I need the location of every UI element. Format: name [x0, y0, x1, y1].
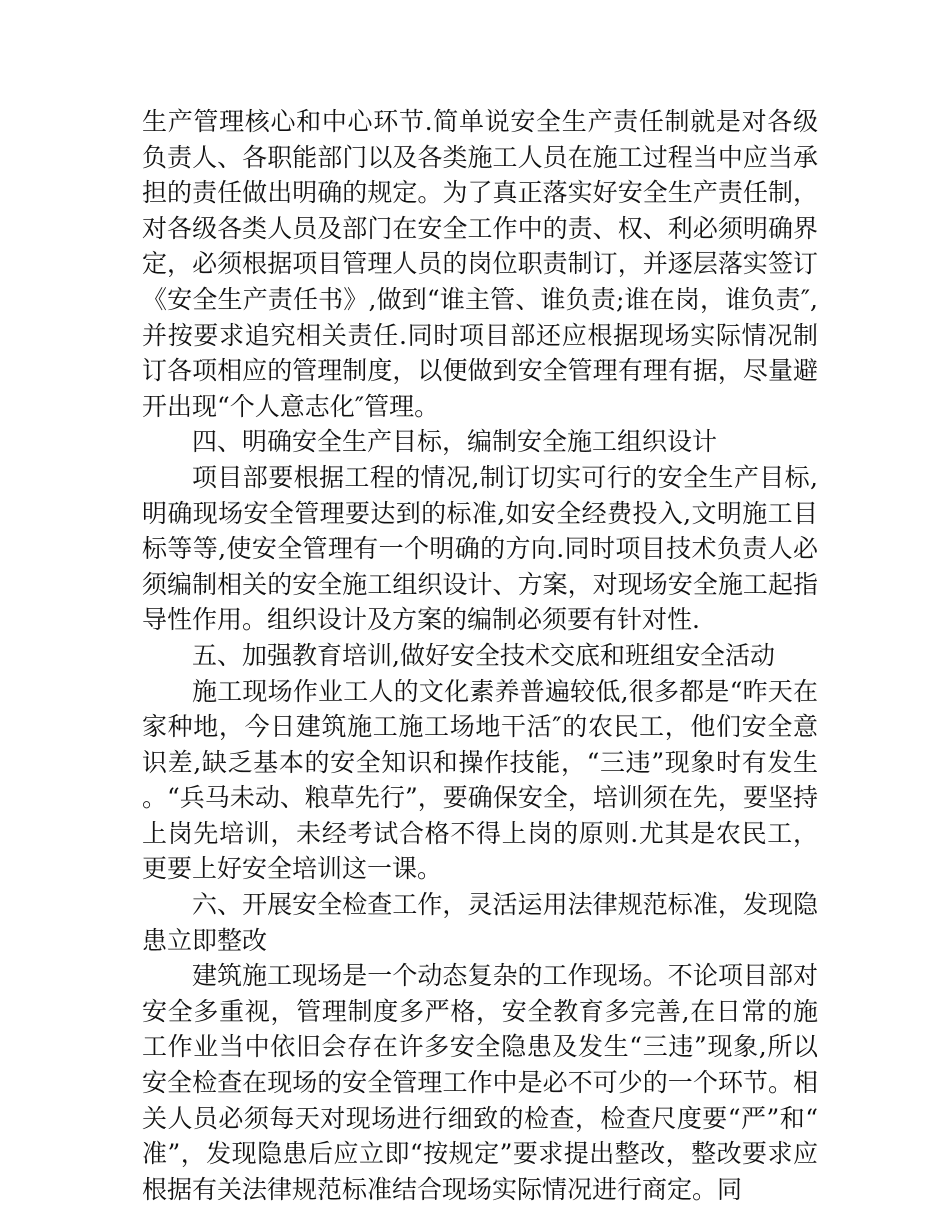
section-heading-4: 四、明确安全生产目标，编制安全施工组织设计: [192, 427, 718, 457]
section-heading-6: 六、开展安全检查工作，灵活运用法律规范标准，发现隐患立即整改: [142, 890, 818, 955]
paragraph-safety-inspection: 建筑施工现场是一个动态复杂的工作现场。不论项目部对安全多重视，管理制度多严格，安全教育多完善,在日常的施工作业当中依旧会存在许多安全隐患及发生“三违”现象,所以安全检查在现场的安全管理工作中是必不可少的一个环节。相关人员必须每天对现场进行细致的检查，检查尺度要“严”和“准”，发现隐患后应立即“按规定”要求提出整改，整改要求应根据有关法律规范标准结合现场实际情况进行商定。同: [142, 961, 818, 1204]
section-heading-5: 五、加强教育培训,做好安全技术交底和班组安全活动: [192, 640, 775, 670]
paragraph-training: 施工现场作业工人的文化素养普遍较低,很多都是“昨天在家种地，今日建筑施工施工场地干活″的农民工，他们安全意识差,缺乏基本的安全知识和操作技能，“三违”现象时有发生。“兵马未动、粮草先行”，要确保安全，培训须在先，要坚持上岗先培训，未经考试合格不得上岗的原则.尤其是农民工，更要上好安全培训这一课。: [142, 676, 818, 884]
document-body: [142, 104, 818, 1207]
paragraph-safety-goals: 项目部要根据工程的情况,制订切实可行的安全生产目标,明确现场安全管理要达到的标准,如安全经费投入,文明施工目标等等,使安全管理有一个明确的方向.同时项目技术负责人必须编制相关的安全施工组织设计、方案，对现场安全施工起指导性作用。组织设计及方案的编制必须要有针对性.: [142, 462, 818, 635]
paragraph-responsibility-system: 生产管理核心和中心环节.简单说安全生产责任制就是对各级负责人、各职能部门以及各类施工人员在施工过程当中应当承担的责任做出明确的规定。为了真正落实好安全生产责任制，对各级各类人员及部门在安全工作中的责、权、利必须明确界定，必须根据项目管理人员的岗位职责制订，并逐层落实签订《安全生产责任书》,做到“谁主管、谁负责;谁在岗，谁负责″,并按要求追究相关责任.同时项目部还应根据现场实际情况制订各项相应的管理制度，以便做到安全管理有理有据，尽量避开出现“个人意志化″管理。: [142, 107, 818, 421]
